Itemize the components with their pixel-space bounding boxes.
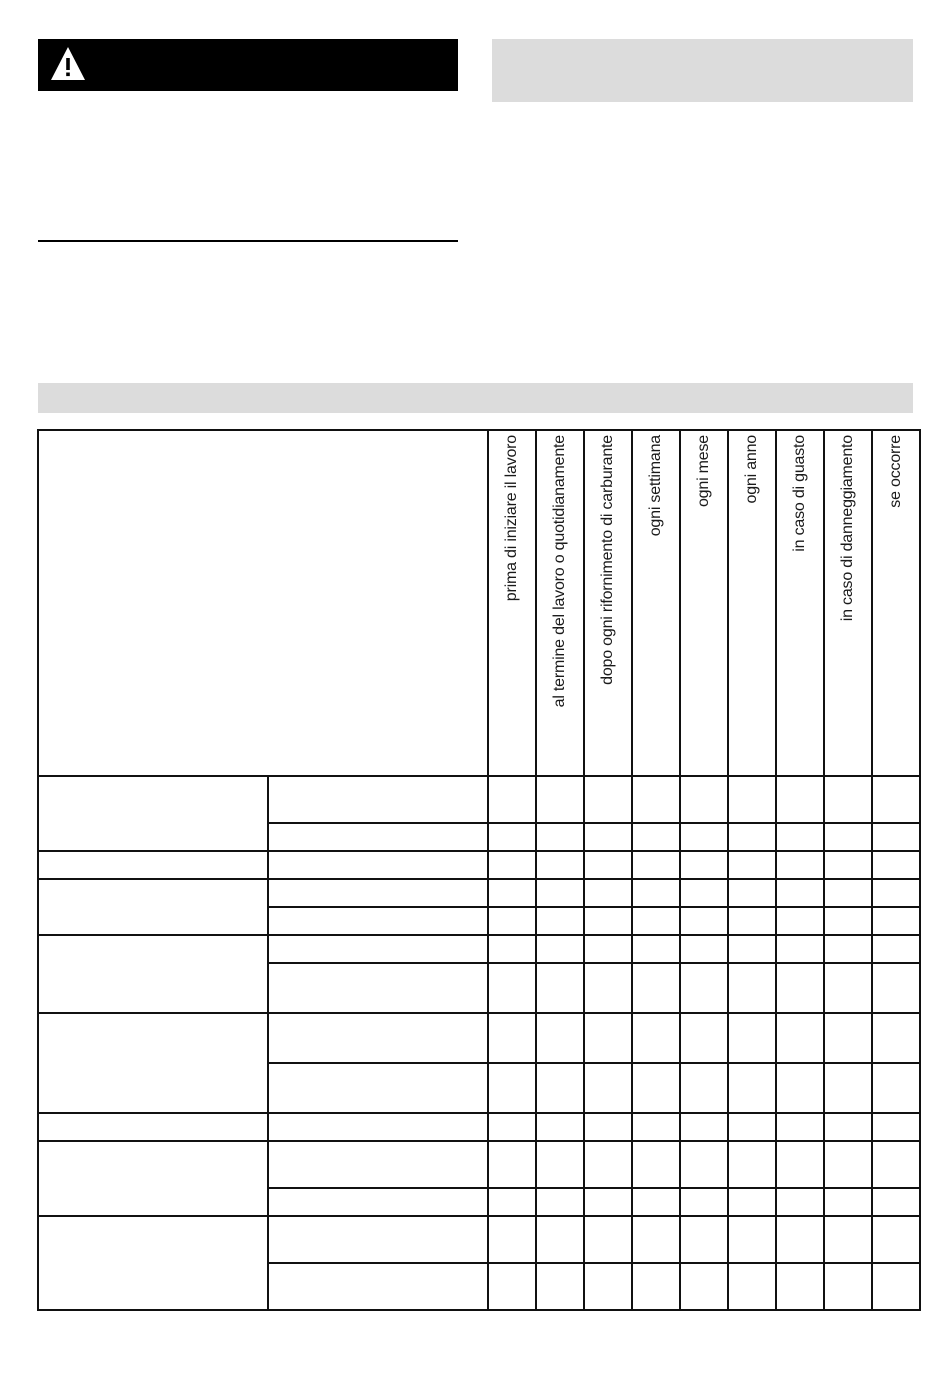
interval-header (632, 430, 680, 776)
component-cell (38, 879, 268, 935)
interval-label: ogni anno (743, 435, 760, 504)
component-cell (38, 1113, 268, 1141)
interval-header (584, 430, 632, 776)
table-header-row (38, 430, 920, 776)
component-cell (38, 1141, 268, 1216)
task-cell (268, 1188, 488, 1216)
task-cell (268, 879, 488, 907)
table-row (38, 879, 920, 907)
task-cell (268, 851, 488, 879)
gray-heading-box (492, 39, 913, 102)
task-cell (268, 935, 488, 963)
interval-label: al termine del lavoro o quotidianamente (551, 435, 568, 708)
warning-triangle-icon (48, 44, 88, 84)
task-cell (268, 823, 488, 851)
table-row (38, 1141, 920, 1188)
interval-label: dopo ogni rifornimento di carburante (599, 435, 616, 685)
table-row (38, 776, 920, 823)
table-row (38, 1113, 920, 1141)
component-cell (38, 1013, 268, 1113)
task-cell (268, 907, 488, 935)
table-row (38, 1216, 920, 1263)
task-cell (268, 1063, 488, 1113)
horizontal-rule (38, 240, 458, 242)
interval-label: in caso di guasto (791, 435, 808, 552)
component-cell (38, 776, 268, 851)
table-row (38, 1013, 920, 1063)
table-row (38, 851, 920, 879)
interval-header (680, 430, 728, 776)
header-blank-cell (38, 430, 488, 776)
interval-header (872, 430, 920, 776)
interval-label: in caso di danneggiamento (839, 435, 856, 622)
task-cell (268, 1263, 488, 1310)
maintenance-schedule-table (37, 429, 921, 1311)
interval-header (536, 430, 584, 776)
task-cell (268, 1141, 488, 1188)
interval-header (824, 430, 872, 776)
table-row (38, 935, 920, 963)
interval-header (728, 430, 776, 776)
warning-header (38, 39, 458, 91)
task-cell (268, 1216, 488, 1263)
table-heading-band (38, 383, 913, 413)
interval-header (488, 430, 536, 776)
task-cell (268, 1013, 488, 1063)
interval-label: ogni mese (695, 435, 712, 508)
component-cell (38, 935, 268, 1013)
interval-label: prima di iniziare il lavoro (503, 435, 520, 602)
interval-header (776, 430, 824, 776)
component-cell (38, 1216, 268, 1310)
interval-label: ogni settimana (647, 435, 664, 537)
interval-label: se occorre (887, 435, 904, 508)
task-cell (268, 963, 488, 1013)
component-cell (38, 851, 268, 879)
task-cell (268, 776, 488, 823)
task-cell (268, 1113, 488, 1141)
